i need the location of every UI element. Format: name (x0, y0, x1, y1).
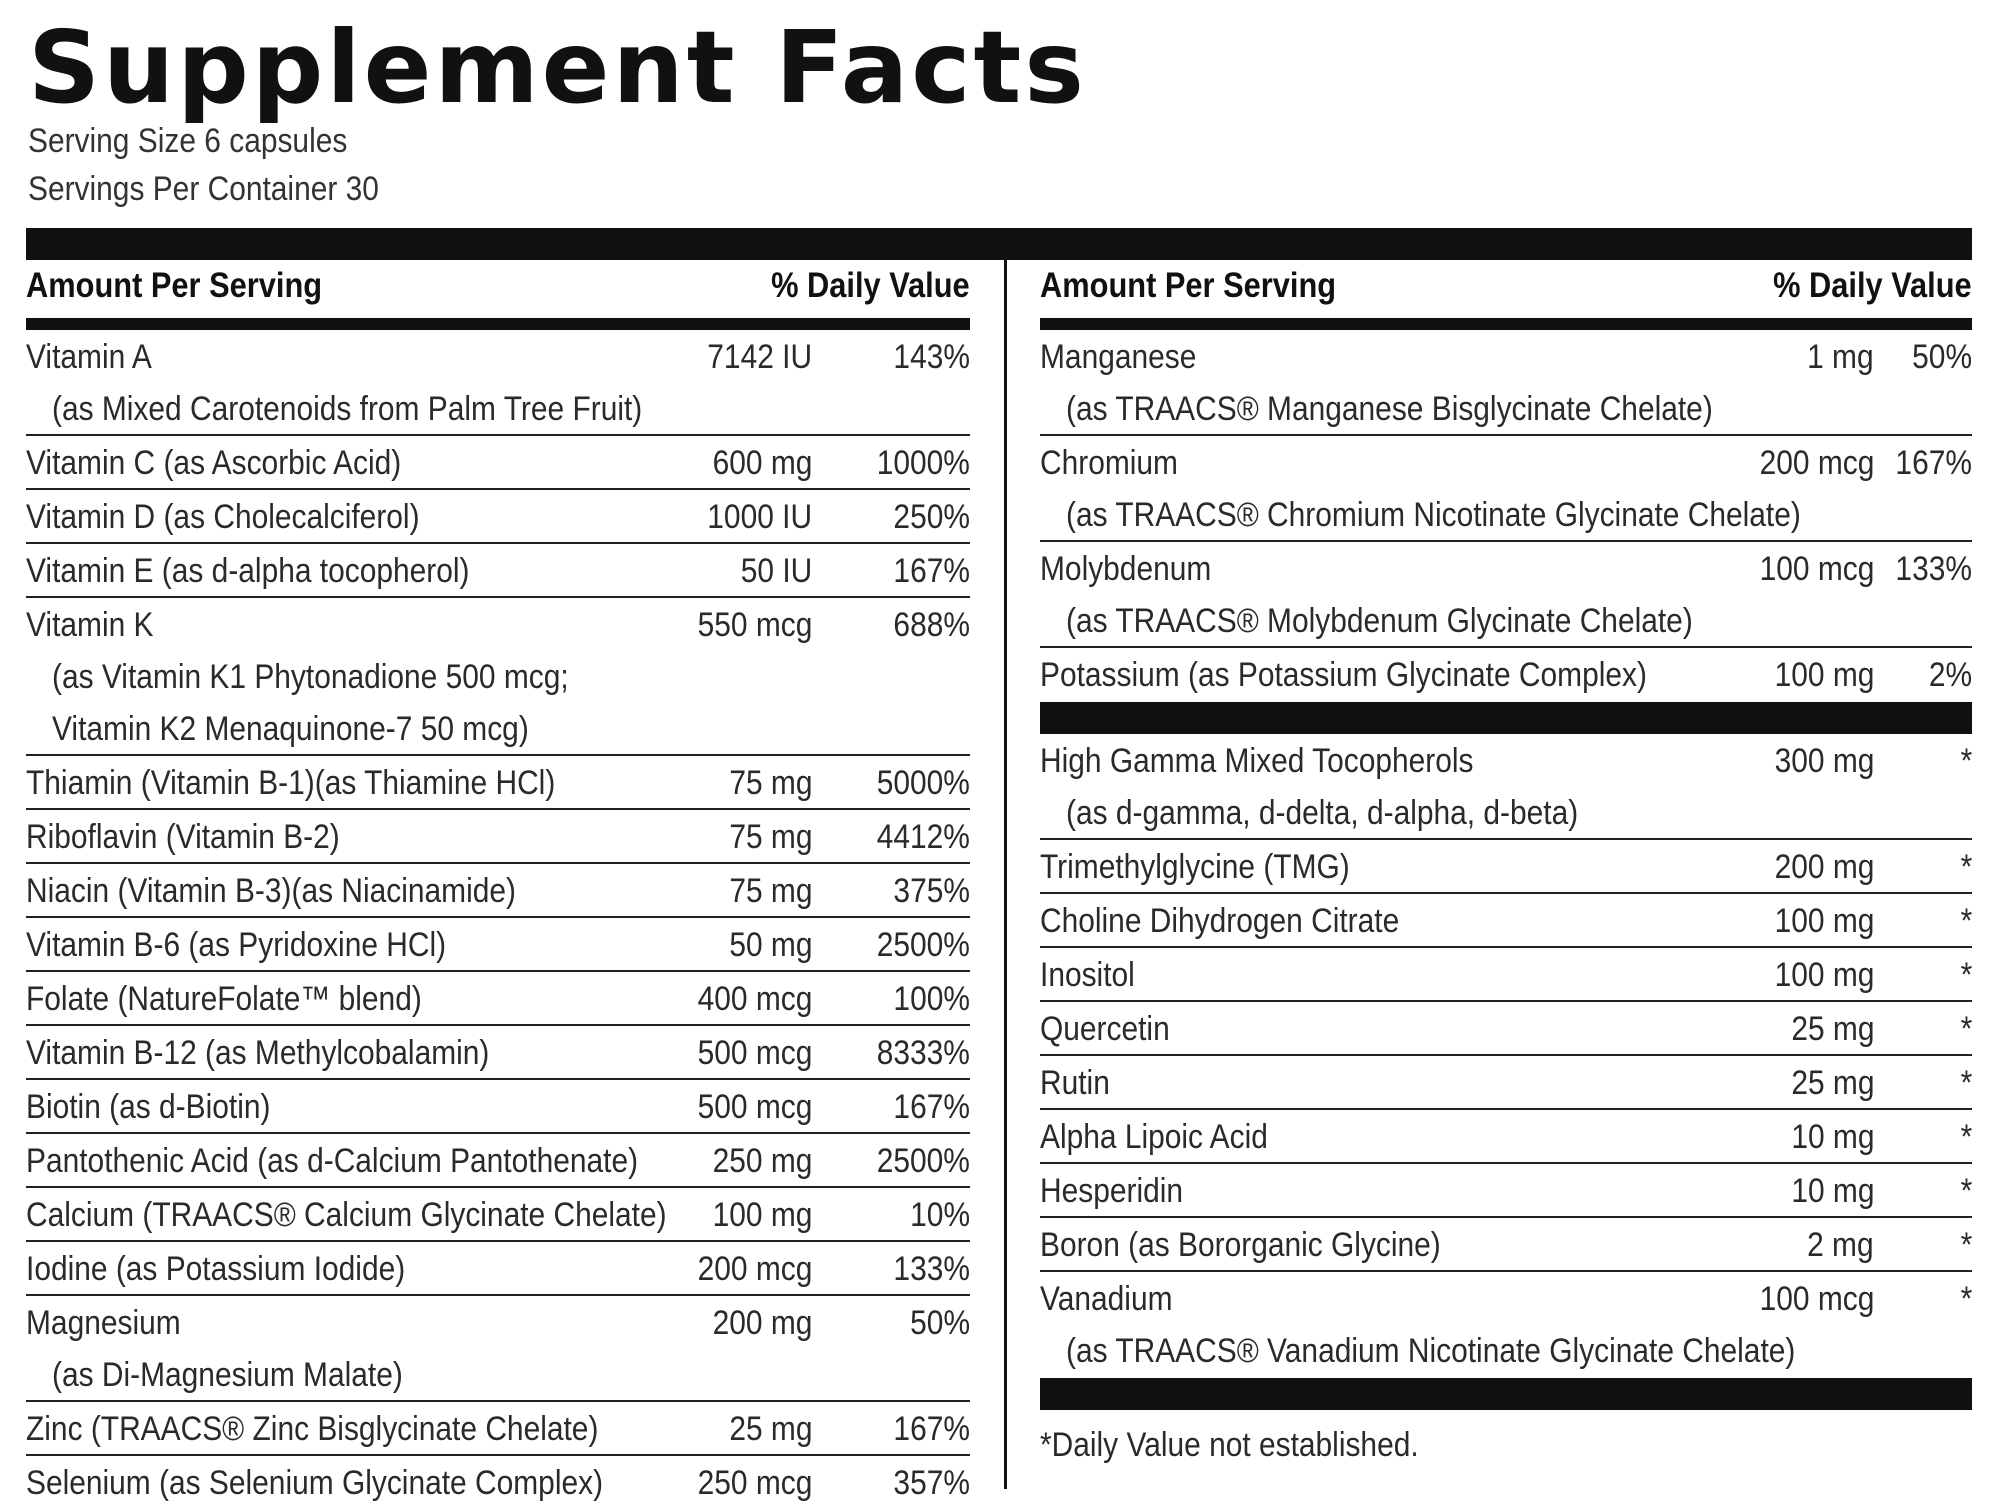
nutrient-name: Niacin (Vitamin B-3)(as Niacinamide) (26, 872, 516, 910)
nutrient-name: Thiamin (Vitamin B-1)(as Thiamine HCl) (26, 764, 556, 802)
right-column (1040, 260, 1972, 1470)
nutrient-row (26, 330, 970, 434)
nutrient-name: Magnesium (26, 1304, 181, 1342)
nutrient-amount: 500 mcg (697, 1034, 812, 1072)
nutrient-name: Vanadium (1040, 1280, 1173, 1318)
nutrient-amount: 200 mg (712, 1304, 812, 1342)
nutrient-daily-value: * (1960, 956, 1972, 994)
nutrient-daily-value: 2500% (876, 926, 970, 964)
nutrient-source-line (1040, 594, 1972, 646)
nutrient-amount: 10 mg (1790, 1172, 1874, 1210)
nutrient-amount: 600 mg (712, 444, 812, 482)
nutrient-source: (as Di-Magnesium Malate) (52, 1356, 403, 1394)
nutrient-daily-value: 357% (893, 1464, 970, 1502)
nutrient-row (1040, 1000, 1972, 1054)
nutrient-main-line (26, 864, 970, 916)
nutrient-main-line (26, 544, 970, 596)
nutrient-row (26, 434, 970, 488)
nutrient-daily-value: 5000% (876, 764, 970, 802)
right-nutrient-list-top (1040, 330, 1972, 700)
page-title: Supplement Facts (28, 9, 1087, 126)
nutrient-row (26, 862, 970, 916)
nutrient-amount: 25 mg (1790, 1064, 1874, 1102)
nutrient-name: Hesperidin (1040, 1172, 1184, 1210)
nutrient-main-line (1040, 542, 1972, 594)
nutrient-main-line (26, 436, 970, 488)
section-divider-bar (1040, 702, 1972, 734)
nutrient-row (26, 1400, 970, 1454)
nutrient-name: Rutin (1040, 1064, 1110, 1102)
nutrient-row (26, 1454, 970, 1508)
nutrient-row (26, 1078, 970, 1132)
nutrient-daily-value: * (1960, 1172, 1972, 1210)
nutrient-source: (as Mixed Carotenoids from Palm Tree Fruit) (52, 390, 643, 428)
nutrient-name: Choline Dihydrogen Citrate (1040, 902, 1400, 940)
nutrient-name: Inositol (1040, 956, 1135, 994)
servings-per-container: Servings Per Container 30 (28, 170, 379, 208)
nutrient-daily-value: * (1960, 742, 1972, 780)
nutrient-main-line (1040, 1056, 1972, 1108)
nutrient-main-line (1040, 330, 1972, 382)
nutrient-daily-value: 133% (893, 1250, 970, 1288)
nutrient-row (26, 1132, 970, 1186)
nutrient-daily-value: 1000% (876, 444, 970, 482)
nutrient-main-line (26, 598, 970, 650)
nutrient-amount: 200 mcg (1759, 444, 1874, 482)
nutrient-amount: 500 mcg (697, 1088, 812, 1126)
nutrient-daily-value: 167% (893, 1088, 970, 1126)
nutrient-main-line (26, 1026, 970, 1078)
nutrient-main-line (26, 810, 970, 862)
nutrient-amount: 100 mg (1774, 956, 1874, 994)
nutrient-source: Vitamin K2 Menaquinone-7 50 mcg) (52, 710, 529, 748)
nutrient-row (1040, 946, 1972, 1000)
nutrient-main-line (1040, 894, 1972, 946)
nutrient-row (26, 970, 970, 1024)
nutrient-source: (as Vitamin K1 Phytonadione 500 mcg; (52, 658, 569, 696)
nutrient-name: Biotin (as d-Biotin) (26, 1088, 271, 1126)
nutrient-name: Trimethylglycine (TMG) (1040, 848, 1350, 886)
nutrient-row (1040, 734, 1972, 838)
nutrient-main-line (26, 490, 970, 542)
left-column-header (26, 260, 970, 330)
nutrient-row (1040, 646, 1972, 700)
nutrient-main-line (1040, 1002, 1972, 1054)
nutrient-name: Vitamin D (as Cholecalciferol) (26, 498, 420, 536)
amount-per-serving-heading: Amount Per Serving (1040, 266, 1337, 305)
nutrient-amount: 250 mg (712, 1142, 812, 1180)
nutrient-source-line (1040, 786, 1972, 838)
nutrient-name: Alpha Lipoic Acid (1040, 1118, 1268, 1156)
amount-per-serving-heading: Amount Per Serving (26, 266, 323, 305)
nutrient-main-line (26, 1456, 970, 1508)
nutrient-amount: 200 mg (1774, 848, 1874, 886)
nutrient-amount: 250 mcg (697, 1464, 812, 1502)
nutrient-main-line (26, 1134, 970, 1186)
nutrient-main-line (26, 972, 970, 1024)
nutrient-daily-value: 167% (893, 1410, 970, 1448)
column-divider (1004, 260, 1007, 1489)
nutrient-row (26, 1186, 970, 1240)
nutrient-main-line (26, 1188, 970, 1240)
nutrient-amount: 100 mcg (1759, 1280, 1874, 1318)
nutrient-daily-value: 4412% (876, 818, 970, 856)
nutrient-source: (as TRAACS® Manganese Bisglycinate Chelate) (1066, 390, 1713, 428)
nutrient-main-line (1040, 1164, 1972, 1216)
nutrient-name: Vitamin A (26, 338, 152, 376)
nutrient-row (1040, 1054, 1972, 1108)
nutrient-main-line (1040, 648, 1972, 700)
nutrient-name: Boron (as Bororganic Glycine) (1040, 1226, 1441, 1264)
nutrient-source: (as TRAACS® Chromium Nicotinate Glycinate Chelate) (1066, 496, 1801, 534)
nutrient-name: Pantothenic Acid (as d-Calcium Pantothenate) (26, 1142, 639, 1180)
top-divider-bar (26, 228, 1972, 260)
nutrient-daily-value: 8333% (876, 1034, 970, 1072)
nutrient-main-line (1040, 1110, 1972, 1162)
nutrient-name: Zinc (TRAACS® Zinc Bisglycinate Chelate) (26, 1410, 599, 1448)
nutrient-daily-value: * (1960, 1226, 1972, 1264)
nutrient-row (1040, 1270, 1972, 1376)
nutrient-source-line (26, 702, 970, 754)
nutrient-main-line (26, 330, 970, 382)
nutrient-name: Iodine (as Potassium Iodide) (26, 1250, 406, 1288)
left-column (26, 260, 970, 1508)
right-column-header (1040, 260, 1972, 330)
nutrient-row (26, 1294, 970, 1400)
nutrient-main-line (26, 918, 970, 970)
nutrient-amount: 300 mg (1774, 742, 1874, 780)
nutrient-amount: 200 mcg (697, 1250, 812, 1288)
nutrient-row (1040, 838, 1972, 892)
nutrient-row (26, 916, 970, 970)
nutrient-row (1040, 434, 1972, 540)
nutrient-name: Vitamin B-6 (as Pyridoxine HCl) (26, 926, 447, 964)
nutrient-main-line (26, 1402, 970, 1454)
nutrient-daily-value: 50% (1912, 338, 1972, 376)
nutrient-source: (as d-gamma, d-delta, d-alpha, d-beta) (1066, 794, 1579, 832)
nutrient-amount: 25 mg (728, 1410, 812, 1448)
nutrient-amount: 1 mg (1807, 338, 1874, 376)
nutrient-daily-value: 10% (910, 1196, 970, 1234)
nutrient-main-line (1040, 1272, 1972, 1324)
nutrient-main-line (1040, 840, 1972, 892)
nutrient-amount: 100 mg (1774, 902, 1874, 940)
nutrient-daily-value: * (1960, 1118, 1972, 1156)
nutrient-main-line (1040, 1218, 1972, 1270)
nutrient-daily-value: 143% (893, 338, 970, 376)
nutrient-name: Quercetin (1040, 1010, 1170, 1048)
nutrient-row (26, 596, 970, 754)
nutrient-main-line (1040, 436, 1972, 488)
nutrient-daily-value: 688% (893, 606, 970, 644)
nutrient-daily-value: * (1960, 1280, 1972, 1318)
nutrient-name: Vitamin C (as Ascorbic Acid) (26, 444, 402, 482)
nutrient-row (26, 542, 970, 596)
nutrient-name: Molybdenum (1040, 550, 1212, 588)
nutrient-source: (as TRAACS® Vanadium Nicotinate Glycinate Chelate) (1066, 1332, 1796, 1370)
nutrient-row (26, 808, 970, 862)
nutrient-name: Riboflavin (Vitamin B-2) (26, 818, 340, 856)
right-nutrient-list-bottom (1040, 734, 1972, 1376)
nutrient-daily-value: 2% (1928, 656, 1972, 694)
nutrient-daily-value: * (1960, 848, 1972, 886)
nutrient-name: Chromium (1040, 444, 1178, 482)
nutrient-name: Potassium (as Potassium Glycinate Complex) (1040, 656, 1647, 694)
nutrient-daily-value: 100% (893, 980, 970, 1018)
nutrient-source-line (26, 1348, 970, 1400)
nutrient-amount: 75 mg (728, 764, 812, 802)
nutrient-row (26, 488, 970, 542)
nutrient-row (26, 1240, 970, 1294)
nutrient-row (1040, 540, 1972, 646)
nutrient-amount: 10 mg (1790, 1118, 1874, 1156)
nutrient-daily-value: * (1960, 1064, 1972, 1102)
nutrient-row (1040, 1216, 1972, 1270)
serving-size: Serving Size 6 capsules (28, 122, 348, 160)
nutrient-daily-value: 250% (893, 498, 970, 536)
nutrient-row (1040, 1108, 1972, 1162)
nutrient-daily-value: * (1960, 902, 1972, 940)
left-nutrient-list (26, 330, 970, 1508)
nutrient-source: (as TRAACS® Molybdenum Glycinate Chelate) (1066, 602, 1693, 640)
nutrient-main-line (26, 1242, 970, 1294)
nutrient-amount: 50 mg (728, 926, 812, 964)
nutrient-name: Calcium (TRAACS® Calcium Glycinate Chelate) (26, 1196, 667, 1234)
nutrient-row (1040, 1162, 1972, 1216)
nutrient-amount: 50 IU (740, 552, 812, 590)
nutrient-amount: 75 mg (728, 818, 812, 856)
nutrient-name: Folate (NatureFolate™ blend) (26, 980, 422, 1018)
nutrient-main-line (1040, 948, 1972, 1000)
nutrient-row (26, 1024, 970, 1078)
nutrient-amount: 75 mg (728, 872, 812, 910)
nutrient-amount: 7142 IU (707, 338, 812, 376)
footnote-text: *Daily Value not established. (1040, 1426, 1419, 1464)
nutrient-daily-value: 167% (1895, 444, 1972, 482)
nutrient-source-line (1040, 1324, 1972, 1376)
nutrient-row (1040, 330, 1972, 434)
nutrient-amount: 400 mcg (697, 980, 812, 1018)
nutrient-name: Vitamin E (as d-alpha tocopherol) (26, 552, 470, 590)
nutrient-amount: 2 mg (1807, 1226, 1874, 1264)
nutrient-amount: 100 mcg (1759, 550, 1874, 588)
nutrient-main-line (26, 1080, 970, 1132)
bottom-divider-bar (1040, 1378, 1972, 1410)
nutrient-main-line (26, 756, 970, 808)
nutrient-name: Manganese (1040, 338, 1197, 376)
nutrient-daily-value: 50% (910, 1304, 970, 1342)
nutrient-amount: 100 mg (1774, 656, 1874, 694)
nutrient-main-line (1040, 734, 1972, 786)
nutrient-name: Selenium (as Selenium Glycinate Complex) (26, 1464, 604, 1502)
nutrient-amount: 550 mcg (697, 606, 812, 644)
nutrient-daily-value: 2500% (876, 1142, 970, 1180)
nutrient-source-line (1040, 382, 1972, 434)
nutrient-daily-value: 133% (1895, 550, 1972, 588)
nutrient-amount: 100 mg (712, 1196, 812, 1234)
nutrient-daily-value: 167% (893, 552, 970, 590)
nutrient-source-line (1040, 488, 1972, 540)
nutrient-main-line (26, 1296, 970, 1348)
daily-value-heading: % Daily Value (771, 266, 970, 305)
nutrient-name: High Gamma Mixed Tocopherols (1040, 742, 1474, 780)
nutrient-source-line (26, 650, 970, 702)
nutrient-amount: 25 mg (1790, 1010, 1874, 1048)
nutrient-name: Vitamin B-12 (as Methylcobalamin) (26, 1034, 490, 1072)
nutrient-name: Vitamin K (26, 606, 154, 644)
nutrient-row (26, 754, 970, 808)
nutrient-daily-value: 375% (893, 872, 970, 910)
nutrient-daily-value: * (1960, 1010, 1972, 1048)
nutrient-row (1040, 892, 1972, 946)
daily-value-heading: % Daily Value (1773, 266, 1972, 305)
footnote (1040, 1410, 1972, 1470)
nutrient-source-line (26, 382, 970, 434)
nutrient-amount: 1000 IU (707, 498, 812, 536)
